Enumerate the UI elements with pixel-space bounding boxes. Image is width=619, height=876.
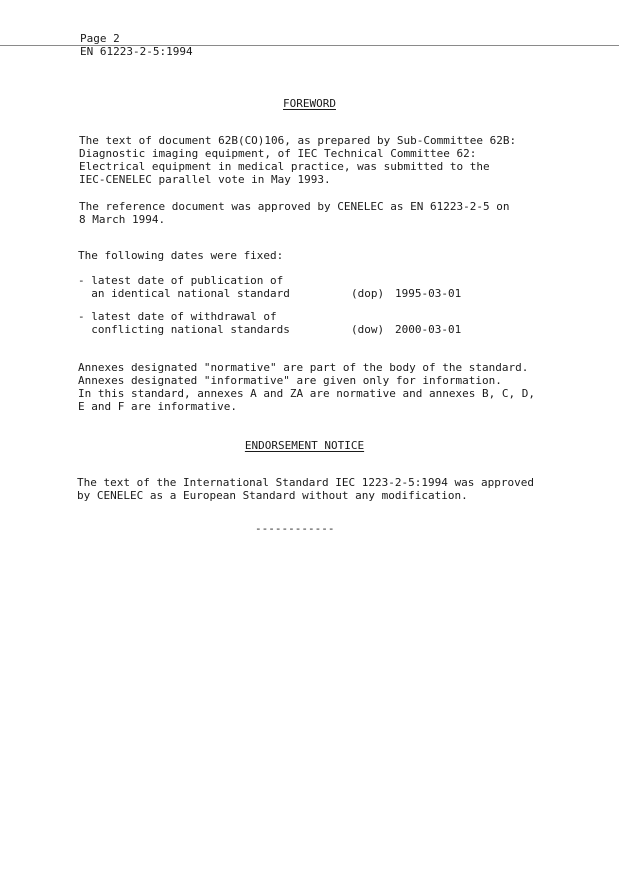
- page-label: Page 2: [80, 32, 120, 45]
- foreword-heading: FOREWORD: [283, 97, 336, 110]
- endorsement-heading: ENDORSEMENT NOTICE: [244, 439, 365, 452]
- endorsement-text: The text of the International Standard IEC 1223-2-5:1994 was approved by CENELEC as a European Standard without any modification.: [77, 476, 534, 502]
- date-item-date: 1995-03-01: [395, 287, 462, 300]
- foreword-paragraph-2: The reference document was approved by CENELEC as EN 61223-2-5 on 8 March 1994.: [79, 200, 510, 226]
- dates-intro: The following dates were fixed:: [78, 249, 284, 262]
- date-item-code: (dop): [351, 287, 385, 300]
- annexes-paragraph: Annexes designated "normative" are part of the body of the standard. Annexes designated "informative" are given only for information. In this standard, annexes A and ZA are normative and annexes B, C, D, E and F are informative.: [78, 361, 535, 413]
- date-item-date: 2000-03-01: [395, 323, 462, 336]
- date-item-code: (dow): [351, 323, 385, 336]
- date-item-text: - latest date of publication of an identical national standard: [78, 274, 290, 300]
- doc-number: EN 61223-2-5:1994: [80, 45, 193, 58]
- end-mark: ------------: [255, 522, 335, 535]
- foreword-paragraph-1: The text of document 62B(CO)106, as prepared by Sub-Committee 62B: Diagnostic imaging equipment, of IEC Technical Committee 62: Electrical equipment in medical practice, was submitted to the IEC-CENELEC parallel vote in May 1993.: [79, 134, 517, 186]
- date-item-dop: [78, 274, 538, 300]
- date-item-dow: [78, 310, 538, 336]
- date-item-text: - latest date of withdrawal of conflicting national standards: [78, 310, 290, 336]
